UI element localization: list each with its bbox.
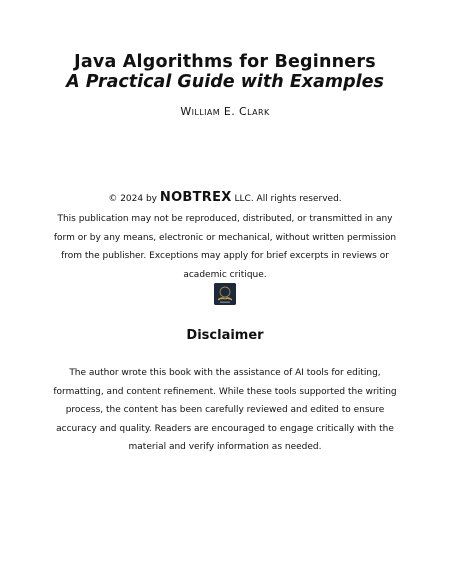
- rights-notice: This publication may not be reproduced, distributed, or transmitted in any form or by any means, electronic or mechanical, without written permission from the publisher. Exceptions may apply for brief excerpts in reviews or academic critique.: [53, 214, 397, 280]
- copyright-suffix: LLC. All rights reserved.: [234, 194, 342, 204]
- copyright-line: [0, 190, 450, 207]
- book-subtitle: A Practical Guide with Examples: [66, 72, 384, 92]
- author-name: William E. Clark: [180, 105, 270, 118]
- copyright-prefix: © 2024 by: [108, 194, 158, 204]
- book-title: Java Algorithms for Beginners: [74, 52, 376, 72]
- disclaimer-heading: Disclaimer: [186, 328, 264, 343]
- publisher-logo-graphic: [214, 283, 236, 305]
- publisher-name: NOBTREX: [159, 190, 232, 205]
- publisher-logo-icon: [214, 283, 236, 305]
- disclaimer-text: The author wrote this book with the assistance of AI tools for editing, formatting, and content refinement. While these tools supported the writing process, the content has been carefully reviewed and edited to ensure accuracy and quality. Readers are encouraged to engage critically with the material and verify information as needed.: [53, 368, 397, 452]
